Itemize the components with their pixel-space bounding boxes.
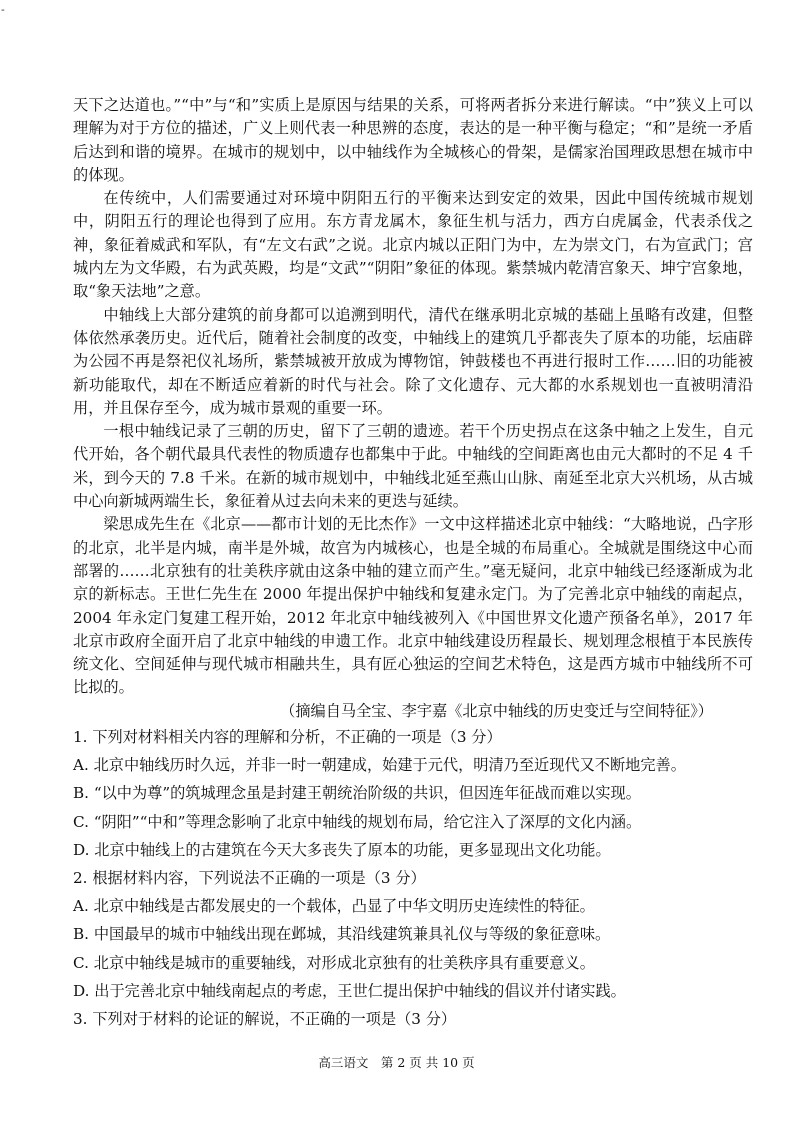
option-1c: C. “阴阳”“中和”等理念影响了北京中轴线的规划布局，给它注入了深厚的文化内涵。: [73, 812, 642, 831]
paragraph-1: 天下之达道也。”“中”与“和”实质上是原因与结果的关系，可将两者拆分来进行解读。“中”狭义上可以理解为对于方位的描述，广义上则代表一种思辨的态度，表达的是一种平衡与稳定；“和”是统一矛盾后达到和谐的境界。在城市的规划中，以中轴线作为全城核心的骨架，是儒家治国理政思想在城市中的体现。: [73, 96, 753, 184]
option-1d: D. 北京中轴线上的古建筑在今天大多丧失了原本的功能，更多显现出文化功能。: [73, 840, 611, 859]
option-2c: C. 北京中轴线是城市的重要轴线，对形成北京独有的壮美秩序具有重要意义。: [73, 953, 595, 972]
question-1: 1. 下列对材料相关内容的理解和分析，不正确的一项是（3 分）: [73, 728, 502, 747]
option-2a: A. 北京中轴线是古都发展史的一个载体，凸显了中华文明历史连续性的特征。: [73, 897, 595, 916]
paragraph-2: 在传统中，人们需要通过对环境中阴阳五行的平衡来达到安定的效果，因此中国传统城市规划中，阴阳五行的理论也得到了应用。东方青龙属木，象征生机与活力，西方白虎属金，代表杀伐之神，象征着威武和军队，有“左文右武”之说。北京内城以正阳门为中，左为崇文门，右为宣武门；宫城内左为文华殿，右为武英殿，均是“文武”“阴阳”象征的体现。紫禁城内乾清宫象天、坤宁宫象地，取“象天法地”之意。: [73, 189, 753, 301]
paragraph-5: 梁思成先生在《北京——都市计划的无比杰作》一文中这样描述北京中轴线：“大略地说，凸字形的北京，北半是内城，南半是外城，故宫为内城核心，也是全城的布局重心。全城就是围绕这中心而部署的……北京独有的壮美秩序就由这条中轴的建立而产生。”毫无疑问，北京中轴线已经逐渐成为北京的新标志。王世仁先生在 2000 年提出保护中轴线和复建永定门。为了完善北京中轴线的南起点，2004 年永定门复建工程开始，2012 年北京中轴线被列入《中国世界文化遗产预备名单》，2017 年北京市政府全面开启了北京中轴线的申遗工作。北京中轴线建设历程最长、规划理念根植于本民族传统文化、空间延伸与现代城市相融共生，具有匠心独运的空间艺术特色，这是西方城市中轴线所不可比拟的。: [73, 515, 753, 697]
option-2b: B. 中国最早的城市中轴线出现在邺城，其沿线建筑兼具礼仪与等级的象征意味。: [73, 925, 611, 944]
option-2d: D. 出于完善北京中轴线南起点的考虑，王世仁提出保护中轴线的倡议并付诸实践。: [73, 981, 626, 1000]
question-2: 2. 根据材料内容，下列说法不正确的一项是（3 分）: [73, 869, 426, 888]
questions: [73, 723, 753, 1033]
paragraph-3: 中轴线上大部分建筑的前身都可以追溯到明代，清代在继承明北京城的基础上虽略有改建，但整体依然承袭历史。近代后，随着社会制度的改变，中轴线上的建筑几乎都丧失了原本的功能，坛庙辟为公园不再是祭祀仪礼场所，紫禁城被开放成为博物馆，钟鼓楼也不再进行报时工作……旧的功能被新功能取代，却在不断适应着新的时代与社会。除了文化遗存、元大都的水系规划也一直被明清沿用，并且保存至今，成为城市景观的重要一环。: [73, 305, 753, 417]
question-3: 3. 下列对于材料的论证的解说，不正确的一项是（3 分）: [73, 1010, 457, 1029]
option-1a: A. 北京中轴线历时久远，并非一时一朝建成，始建于元代，明清乃至近现代又不断地完善。: [73, 756, 686, 775]
page-footer: 高三语文 第 2 页 共 10 页: [318, 1055, 475, 1070]
option-1b: B. “以中为尊”的筑城理念虽是封建王朝统治阶级的共识，但因连年征战而难以实现。: [73, 784, 641, 803]
paragraph-4: 一根中轴线记录了三朝的历史，留下了三朝的遗迹。若干个历史拐点在这条中轴之上发生，自元代开始，各个朝代最具代表性的物质遗存也都集中于此。中轴线的空间距离也由元大都时的不足 4 千米，到今天的 7.8 千米。在新的城市规划中，中轴线北延至燕山山脉、南延至北京大兴机场，从古城中心向新城两端生长，象征着从过去向未来的更迭与延续。: [73, 422, 753, 511]
page-content: [73, 94, 753, 1033]
source-citation: （摘编自马全宝、李宇嘉《北京中轴线的历史变迁与空间特征》）: [280, 701, 713, 720]
corner-mark: -: [1, 3, 5, 16]
